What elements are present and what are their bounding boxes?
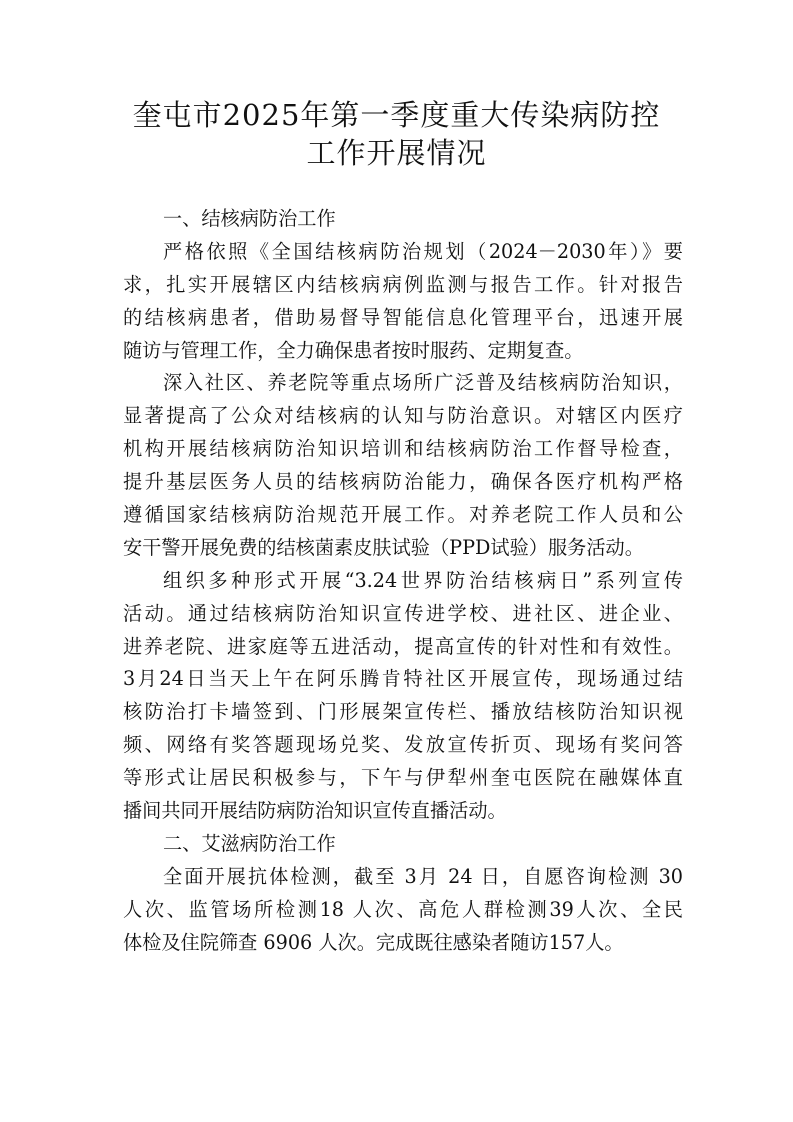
document-title-line-2: 工作开展情况 bbox=[306, 136, 487, 170]
body-line: 显著提高了公众对结核病的认知与防治意识。对辖区内医疗 bbox=[123, 404, 683, 428]
document-body bbox=[123, 203, 683, 959]
body-line: 随访与管理工作，全力确保患者按时服药、定期复查。 bbox=[123, 338, 584, 362]
body-line: 严格依照《全国结核病防治规划（2024－2030年）》要 bbox=[163, 239, 683, 263]
body-line: 遵循国家结核病防治规范开展工作。对养老院工作人员和公 bbox=[123, 503, 683, 527]
body-line: 组织多种形式开展“3.24世界防治结核病日”系列宣传 bbox=[163, 568, 683, 592]
body-line: 全面开展抗体检测，截至 3月 24 日，自愿咨询检测 30 bbox=[163, 864, 683, 888]
body-line: 安干警开展免费的结核菌素皮肤试验（PPD试验）服务活动。 bbox=[123, 535, 644, 559]
body-line: 求，扎实开展辖区内结核病病例监测与报告工作。针对报告 bbox=[123, 272, 683, 296]
body-line: 等形式让居民积极参与，下午与伊犁州奎屯医院在融媒体直 bbox=[123, 766, 683, 790]
body-line: 深入社区、养老院等重点场所广泛普及结核病防治知识， bbox=[163, 371, 683, 395]
body-line: 进养老院、进家庭等五进活动，提高宣传的针对性和有效性。 bbox=[123, 634, 683, 658]
body-line: 人次、监管场所检测18 人次、高危人群检测39人次、全民 bbox=[123, 897, 683, 921]
body-line: 体检及住院筛查 6906 人次。完成既往感染者随访157人。 bbox=[123, 930, 624, 954]
body-line: 3月24日当天上午在阿乐腾肯特社区开展宣传，现场通过结 bbox=[123, 667, 683, 691]
body-line: 核防治打卡墙签到、门形展架宣传栏、播放结核防治知识视 bbox=[123, 700, 683, 724]
body-line: 的结核病患者，借助易督导智能信息化管理平台，迅速开展 bbox=[123, 305, 683, 329]
body-line: 播间共同开展结防病防治知识宣传直播活动。 bbox=[123, 799, 507, 823]
document-title-line-1: 奎屯市2025年第一季度重大传染病防控 bbox=[132, 98, 661, 132]
body-line: 一、结核病防治工作 bbox=[163, 207, 336, 230]
body-line: 二、艾滋病防治工作 bbox=[163, 831, 336, 855]
body-line: 活动。通过结核病防治知识宣传进学校、进社区、进企业、 bbox=[123, 601, 683, 625]
body-line: 机构开展结核病防治知识培训和结核病防治工作督导检查， bbox=[123, 437, 683, 461]
body-line: 提升基层医务人员的结核病防治能力，确保各医疗机构严格 bbox=[123, 470, 683, 494]
body-line: 频、网络有奖答题现场兑奖、发放宣传折页、现场有奖问答 bbox=[123, 733, 683, 757]
